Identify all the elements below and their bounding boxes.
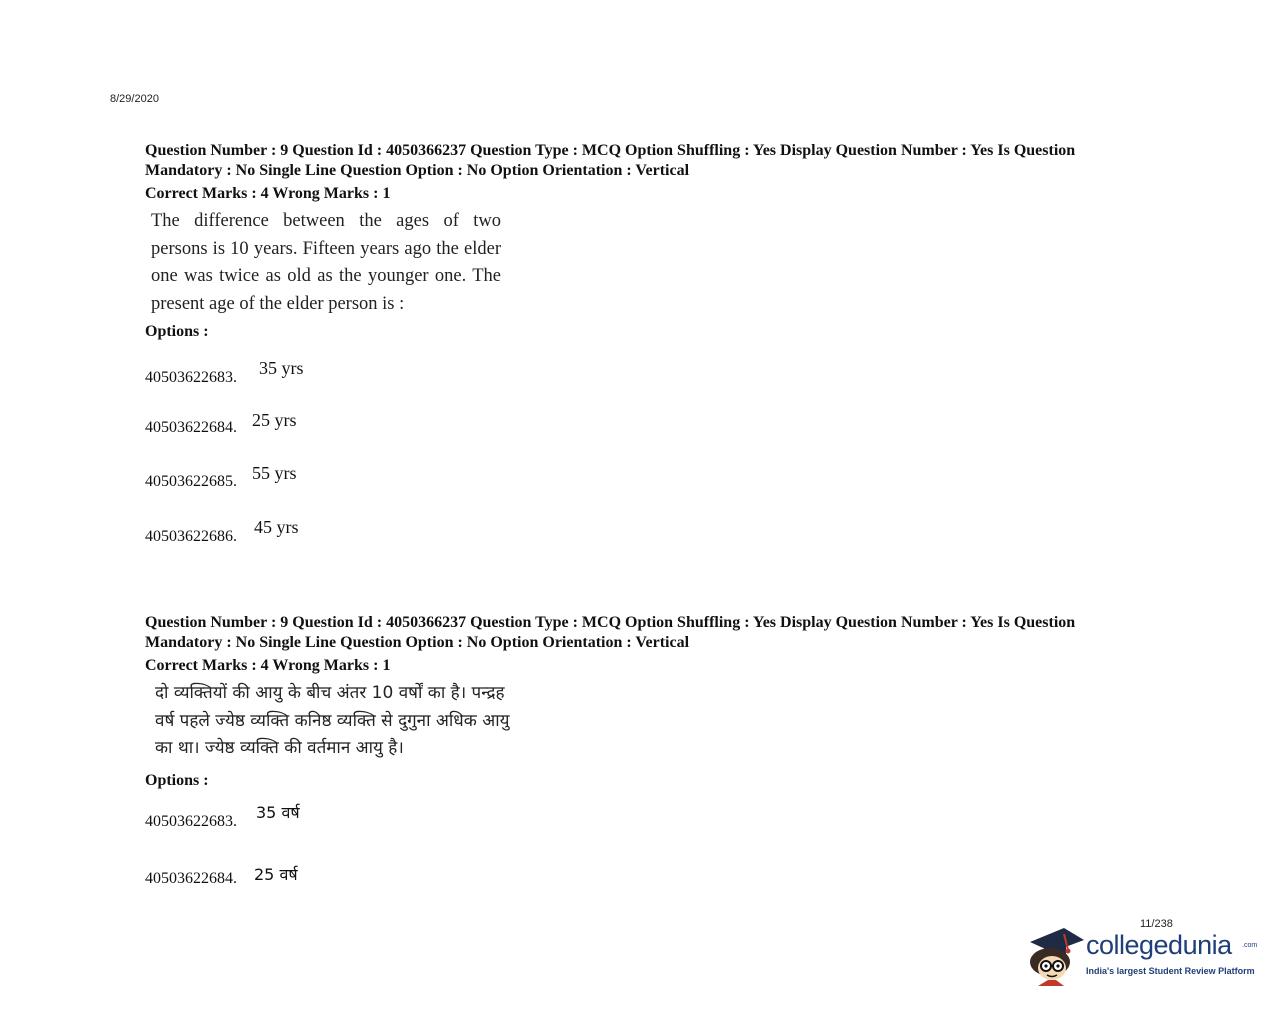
option-1 <box>145 342 1165 396</box>
option-value: 25 yrs <box>252 410 297 430</box>
collegedunia-logo <box>1024 920 1264 990</box>
option-id: 40503622683. <box>145 369 237 386</box>
option-value: 35 वर्ष <box>256 802 300 822</box>
question-meta-line-2: Mandatory : No Single Line Question Option : No Option Orientation : Vertical <box>145 162 690 179</box>
logo-tagline: India's largest Student Review Platform <box>1086 966 1255 976</box>
option-value: 35 yrs <box>259 358 304 378</box>
page-number: 11/238 <box>1140 918 1173 930</box>
question-meta-line-1: Question Number : 9 Question Id : 4050366237 Question Type : MCQ Option Shuffling : Yes Display Question Number : Yes Is Question <box>145 142 1076 159</box>
option-id: 40503622686. <box>145 528 237 545</box>
logo-suffix: .com <box>1242 942 1258 949</box>
option-value: 45 yrs <box>254 517 299 537</box>
question-marks: Correct Marks : 4 Wrong Marks : 1 <box>145 185 391 202</box>
option-3 <box>145 450 1165 504</box>
question-meta-line-2: Mandatory : No Single Line Question Option : No Option Orientation : Vertical <box>145 634 690 651</box>
question-block-english <box>145 141 1165 558</box>
question-marks: Correct Marks : 4 Wrong Marks : 1 <box>145 657 391 674</box>
print-date: 8/29/2020 <box>110 93 159 105</box>
question-block-hindi <box>145 613 1165 899</box>
option-id: 40503622684. <box>145 869 237 887</box>
question-meta-line-1: Question Number : 9 Question Id : 4050366237 Question Type : MCQ Option Shuffling : Yes Display Question Number : Yes Is Question <box>145 614 1076 631</box>
option-4 <box>145 504 1165 558</box>
question-text: दो व्यक्तियों की आयु के बीच अंतर 10 वर्षों का है। पन्द्रह वर्ष पहले ज्येष्ठ व्यक्ति कनिष्ठ व्यक्ति से दुगुना अधिक आयु का था। ज्येष्ठ व्यक्ति की वर्तमान आयु है। <box>155 683 510 758</box>
options-label: Options : <box>145 771 209 789</box>
option-id: 40503622685. <box>145 473 237 490</box>
option-2 <box>145 845 1165 899</box>
option-2 <box>145 396 1165 450</box>
option-id: 40503622684. <box>145 419 237 436</box>
option-value: 55 yrs <box>252 463 297 483</box>
option-value: 25 वर्ष <box>254 864 298 884</box>
option-1 <box>145 791 1165 845</box>
question-text: The difference between the ages of two persons is 10 years. Fifteen years ago the elder one was twice as old as the younger one. The present age of the elder person is : <box>151 211 501 314</box>
mascot-graduation-cap-icon <box>1024 920 1088 990</box>
options-label: Options : <box>145 323 209 340</box>
logo-wordmark: collegedunia <box>1086 930 1232 960</box>
option-id: 40503622683. <box>145 812 237 830</box>
